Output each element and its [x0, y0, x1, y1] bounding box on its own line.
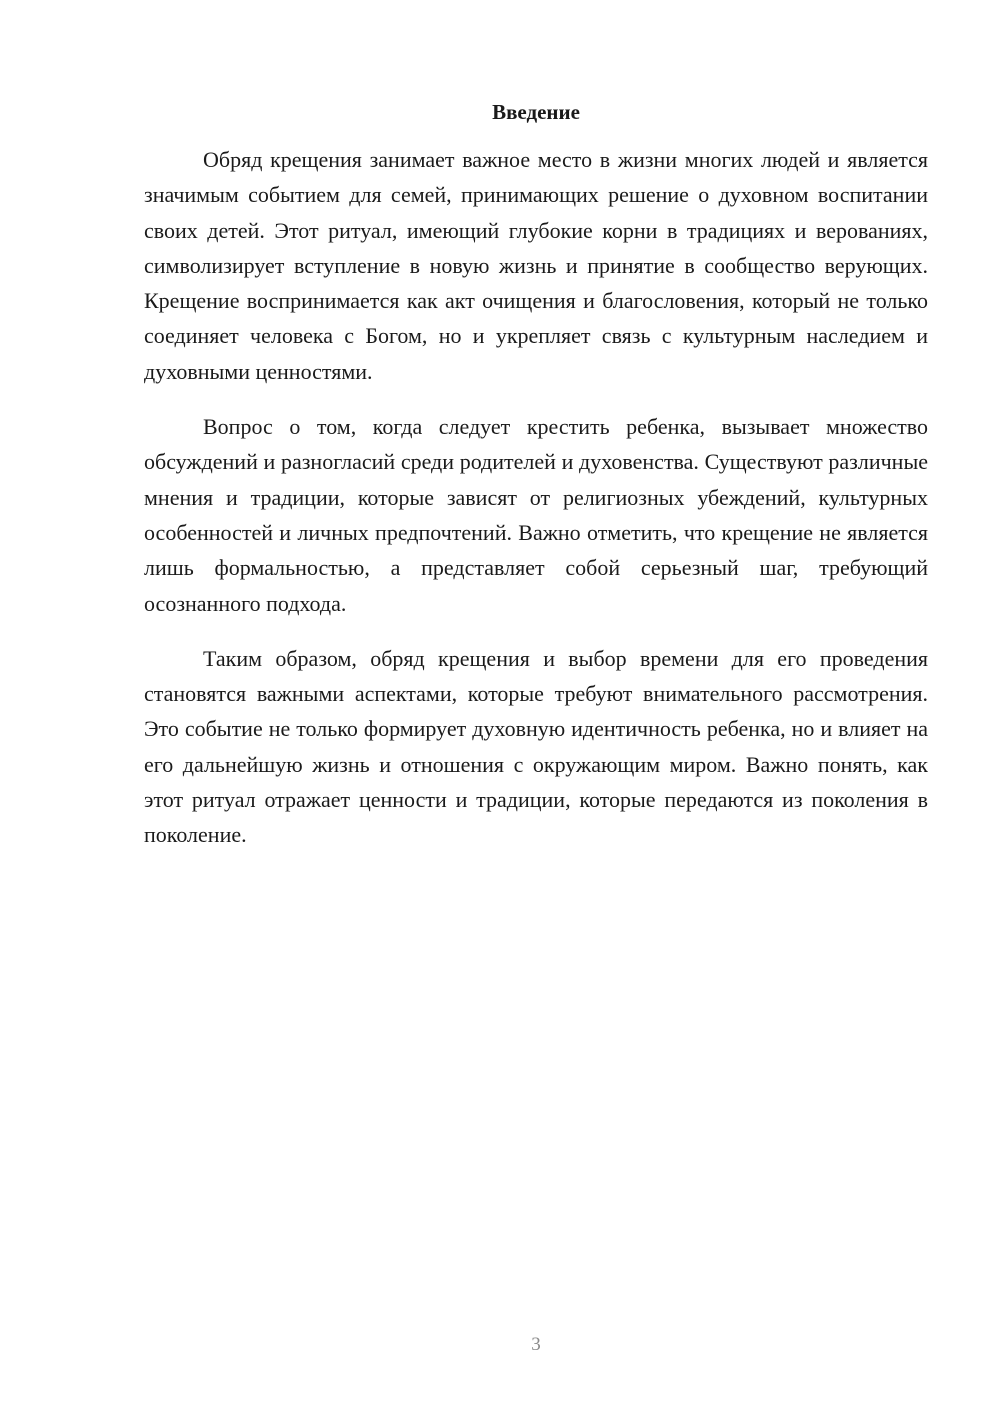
- section-heading: Введение: [492, 100, 580, 124]
- body-text: [144, 142, 928, 873]
- paragraph-2: Вопрос о том, когда следует крестить ребенка, вызывает множество обсуждений и разногласий среди родителей и духовенства. Существуют различные мнения и традиции, которые зависят от религиозных убеждений, культурных особенностей и личных предпочтений. Важно отметить, что крещение не является лишь формальностью, а представляет собой серьезный шаг, требующий осознанного подхода.: [144, 414, 928, 616]
- page-number: 3: [531, 1334, 541, 1355]
- paragraph-1: Обряд крещения занимает важное место в жизни многих людей и является значимым событием для семей, принимающих решение о духовном воспитании своих детей. Этот ритуал, имеющий глубокие корни в традициях и верованиях, символизирует вступление в новую жизнь и принятие в сообщество верующих. Крещение воспринимается как акт очищения и благословения, который не только соединяет человека с Богом, но и укрепляет связь с культурным наследием и духовными ценностями.: [144, 147, 928, 384]
- paragraph-3: Таким образом, обряд крещения и выбор времени для его проведения становятся важными аспектами, которые требуют внимательного рассмотрения. Это событие не только формирует духовную идентичность ребенка, но и влияет на его дальнейшую жизнь и отношения с окружающим миром. Важно понять, как этот ритуал отражает ценности и традиции, которые передаются из поколения в поколение.: [144, 645, 928, 848]
